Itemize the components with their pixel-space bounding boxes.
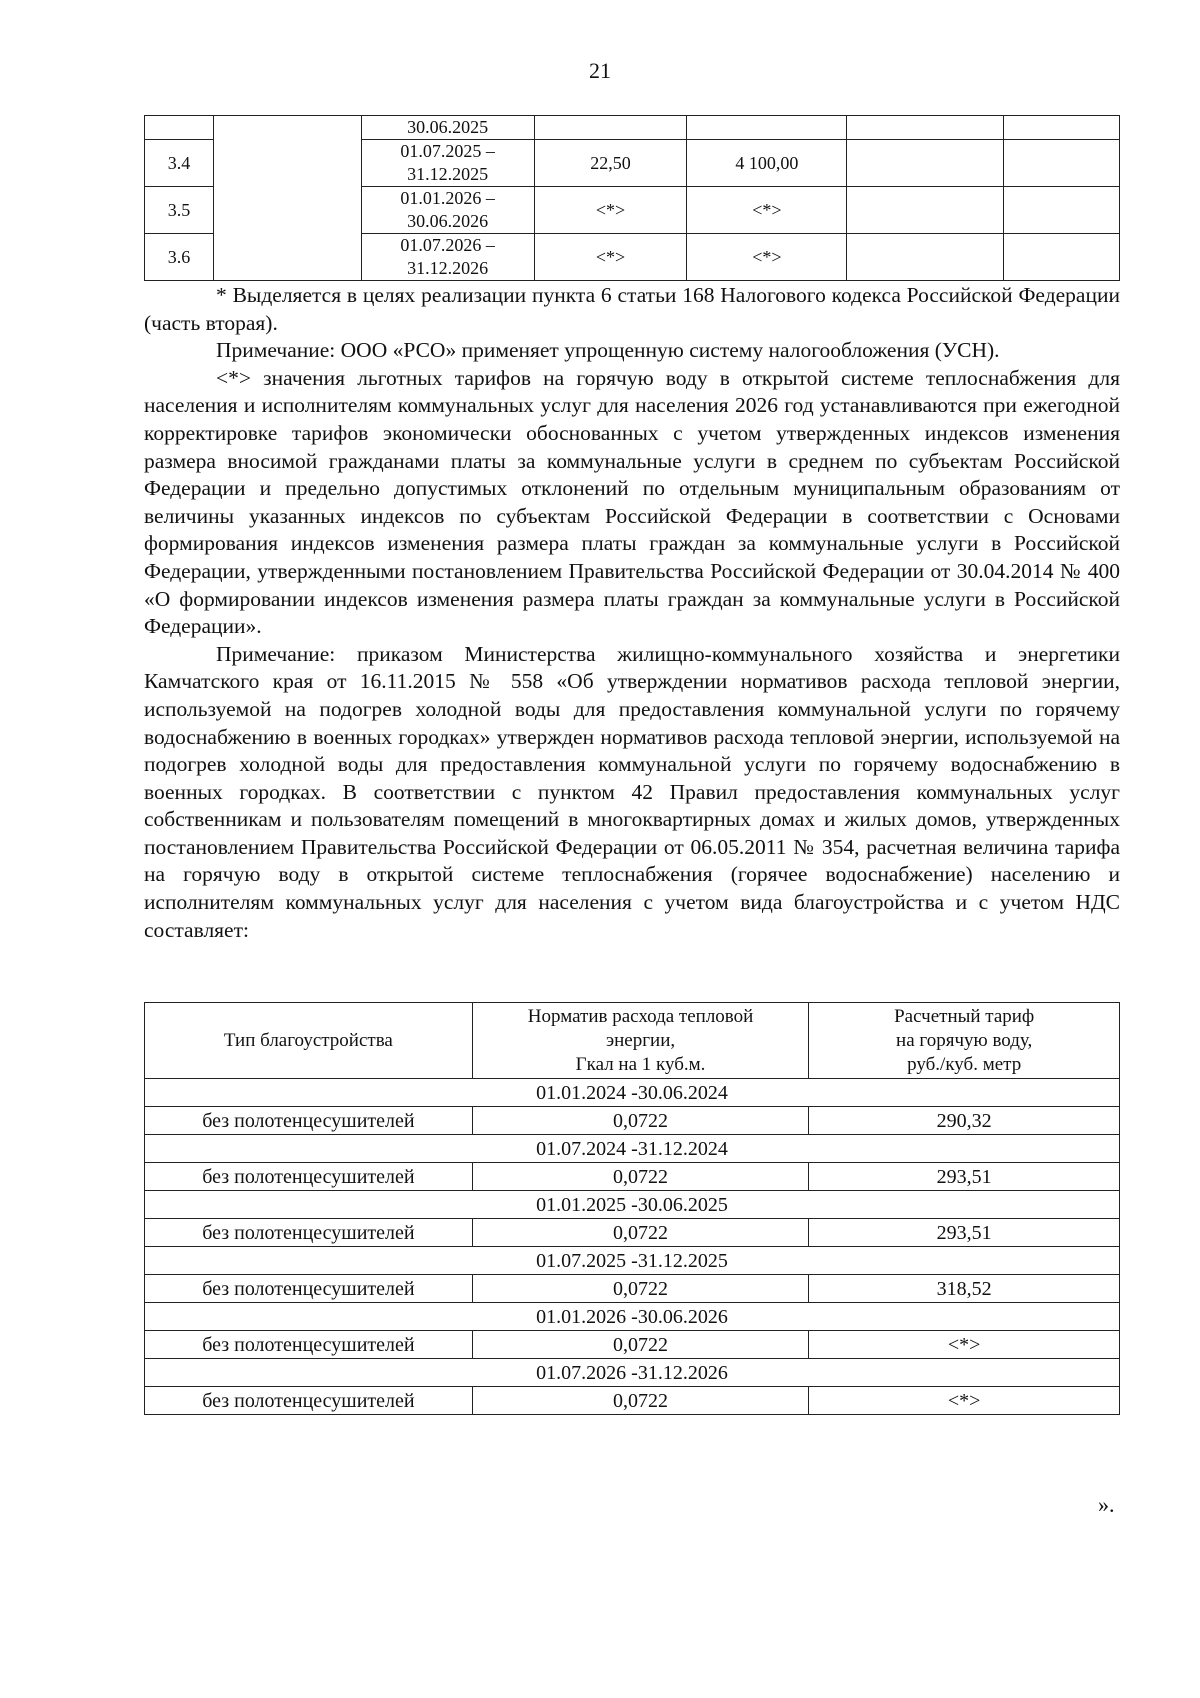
period-label: 01.07.2026 -31.12.2026	[145, 1359, 1120, 1387]
table-row	[145, 1107, 1120, 1135]
period-row	[145, 1191, 1120, 1219]
type-cell: без полотенцесушителей	[145, 1275, 473, 1303]
note-preferential-tariffs: <*> значения льготных тарифов на горячую воду в открытой системе теплоснабжения для населения и исполнителям коммунальных услуг для населения 2026 год устанавливаются при ежегодной корректировке тарифов экономически обоснованных с учетом утвержденных индексов изменения размера вносимой гражданами платы за коммунальные услуги в среднем по субъектам Российской Федерации и предельно допустимых отклонений по отдельным муниципальным образованиям от величины указанных индексов по субъектам Российской Федерации в соответствии с Основами формирования индексов изменения размера платы граждан за коммунальные услуги в Российской Федерации, утвержденными постановлением Правительства Российской Федерации от 30.04.2014 № 400 «О формировании индексов изменения размера платы граждан за коммунальные услуги в Российской Федерации».	[144, 365, 1120, 639]
type-cell: без полотенцесушителей	[145, 1163, 473, 1191]
period-row	[145, 1247, 1120, 1275]
norm-cell: 0,0722	[472, 1275, 809, 1303]
value-cell	[534, 116, 687, 140]
type-cell: без полотенцесушителей	[145, 1331, 473, 1359]
period-cell: 01.07.2025 – 31.12.2025	[361, 140, 534, 187]
tariff-cell: 290,32	[809, 1107, 1120, 1135]
tariff-cell: <*>	[809, 1331, 1120, 1359]
type-cell: без полотенцесушителей	[145, 1107, 473, 1135]
norm-cell: 0,0722	[472, 1387, 809, 1415]
period-label: 01.07.2025 -31.12.2025	[145, 1247, 1120, 1275]
closing-quote-mark: ».	[1098, 1492, 1115, 1517]
value-cell	[847, 187, 1004, 234]
period-label: 01.01.2026 -30.06.2026	[145, 1303, 1120, 1331]
rate-cell: <*>	[687, 234, 847, 281]
period-label: 01.01.2025 -30.06.2025	[145, 1191, 1120, 1219]
period-cell: 01.01.2026 – 30.06.2026	[361, 187, 534, 234]
row-number-cell: 3.5	[145, 187, 214, 234]
rate-cell: 4 100,00	[687, 140, 847, 187]
rate-cell: <*>	[534, 234, 687, 281]
norm-cell: 0,0722	[472, 1331, 809, 1359]
footnote-vat: * Выделяется в целях реализации пункта 6 статьи 168 Налогового кодекса Российской Федерации (часть вторая).	[144, 283, 1120, 335]
header-tariff: Расчетный тариф на горячую воду, руб./куб. метр	[809, 1003, 1120, 1079]
period-cell: 30.06.2025	[361, 116, 534, 140]
value-cell	[847, 140, 1004, 187]
value-cell	[687, 116, 847, 140]
table-row	[145, 1387, 1120, 1415]
hot-water-tariff-table	[144, 1002, 1120, 1415]
tariff-continuation-table	[144, 115, 1120, 281]
norm-cell: 0,0722	[472, 1219, 809, 1247]
row-number-cell	[145, 116, 214, 140]
norm-cell: 0,0722	[472, 1163, 809, 1191]
period-label: 01.01.2024 -30.06.2024	[145, 1079, 1120, 1107]
type-cell: без полотенцесушителей	[145, 1219, 473, 1247]
period-row	[145, 1135, 1120, 1163]
header-type: Тип благоустройства	[145, 1003, 473, 1079]
value-cell	[847, 234, 1004, 281]
table-row	[145, 1331, 1120, 1359]
note-usn: Примечание: ООО «РСО» применяет упрощенную систему налогообложения (УСН).	[216, 338, 1000, 363]
period-row	[145, 1359, 1120, 1387]
period-label: 01.07.2024 -31.12.2024	[145, 1135, 1120, 1163]
merged-cell	[213, 116, 361, 281]
value-cell	[1004, 234, 1120, 281]
period-cell: 01.07.2026 – 31.12.2026	[361, 234, 534, 281]
tariff-cell: <*>	[809, 1387, 1120, 1415]
value-cell	[847, 116, 1004, 140]
page-number: 21	[589, 58, 611, 83]
rate-cell: 22,50	[534, 140, 687, 187]
period-row	[145, 1303, 1120, 1331]
norm-cell: 0,0722	[472, 1107, 809, 1135]
note-ministry-order: Примечание: приказом Министерства жилищно-коммунального хозяйства и энергетики Камчатского края от 16.11.2015 № 558 «Об утверждении нормативов расхода тепловой энергии, используемой на подогрев холодной воды для предоставления коммунальной услуги по горячему водоснабжению в военных городках» утвержден нормативов расхода тепловой энергии, используемой на подогрев холодной воды для предоставления коммунальной услуги по горячему водоснабжению в военных городках. В соответствии с пунктом 42 Правил предоставления коммунальных услуг собственникам и пользователям помещений в многоквартирных домах и жилых домов, утвержденных постановлением Правительства Российской Федерации от 06.05.2011 № 354, расчетная величина тарифа на горячую воду в открытой системе теплоснабжения (горячее водоснабжение) населению и исполнителям коммунальных услуг для населения с учетом вида благоустройства и с учетом НДС составляет:	[144, 641, 1120, 942]
value-cell	[1004, 116, 1120, 140]
tariff-cell: 293,51	[809, 1219, 1120, 1247]
tariff-cell: 318,52	[809, 1275, 1120, 1303]
rate-cell: <*>	[534, 187, 687, 234]
type-cell: без полотенцесушителей	[145, 1387, 473, 1415]
notes-section	[144, 282, 1120, 944]
period-row	[145, 1079, 1120, 1107]
table-row	[145, 1219, 1120, 1247]
row-number-cell: 3.6	[145, 234, 214, 281]
row-number-cell: 3.4	[145, 140, 214, 187]
table-row	[145, 1275, 1120, 1303]
table-row	[145, 1163, 1120, 1191]
value-cell	[1004, 140, 1120, 187]
header-norm: Норматив расхода тепловой энергии, Гкал на 1 куб.м.	[472, 1003, 809, 1079]
table-row	[145, 116, 1120, 140]
value-cell	[1004, 187, 1120, 234]
tariff-cell: 293,51	[809, 1163, 1120, 1191]
table-header-row	[145, 1003, 1120, 1079]
rate-cell: <*>	[687, 187, 847, 234]
